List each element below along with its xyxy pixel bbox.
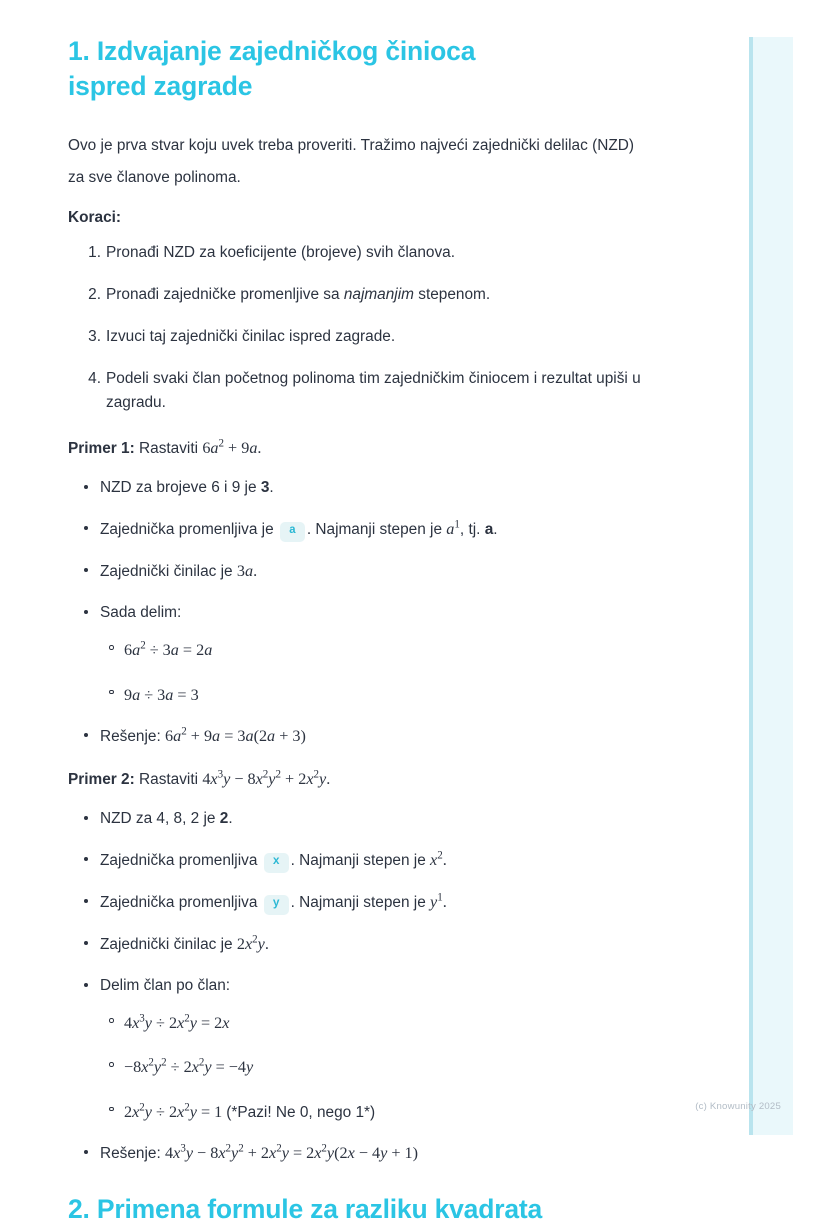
- e2-b1-before: NZD za 4, 8, 2 je: [100, 809, 220, 827]
- code-badge-a[interactable]: a: [280, 522, 305, 542]
- example-2-task-verb: Rastaviti: [139, 771, 199, 789]
- example-1-bullet-variable: [100, 517, 700, 542]
- example-1-sub-item-2: [124, 683, 700, 707]
- example-1-bullet-division: [100, 601, 700, 706]
- section-1-heading: 1. Izdvajanje zajedničkog činioca ispred zagrade: [68, 36, 476, 101]
- e1-sub2-math: 9a ÷ 3a = 3: [124, 685, 199, 704]
- e2-b5-label: Delim član po član:: [100, 977, 231, 995]
- section-2-heading: 2. Primena formule za razliku kvadrata: [68, 1194, 543, 1225]
- e1-b2-mid: . Najmanji stepen je: [306, 521, 443, 539]
- example-2-bullet-variable-y: [100, 890, 700, 915]
- step-item-3: Izvuci taj zajednički činilac ispred zagrade.: [106, 327, 396, 345]
- example-2-task-math: $4x^3y - 8x^2y^2 + 2x^2y$.: [202, 768, 331, 789]
- step-2-emphasis: najmanjim: [343, 285, 414, 303]
- e2-b2-math: $x^2$.: [430, 849, 447, 869]
- e1-b4-label: Sada delim:: [100, 604, 182, 622]
- e2-b2-mid: . Najmanji stepen je: [290, 851, 426, 869]
- example-2-bullet-list: [68, 807, 700, 1166]
- step-item-1: Pronađi NZD za koeficijente (brojeve) svih članova.: [106, 244, 456, 262]
- example-1-bullet-list: [68, 476, 700, 749]
- section-1-intro-paragraph: Ovo je prva stvar koju uvek treba proveriti. Tražimo najveći zajednički delilac (NZD) za sve članove polinoma.: [68, 136, 634, 186]
- example-2-sub-item-1: [124, 1011, 700, 1035]
- e1-b1-after: .: [269, 479, 274, 497]
- e1-b2-bold: a: [484, 521, 494, 539]
- page-side-strip: [749, 37, 793, 1135]
- e2-b6-math: $4x^3y - 8x^2y^2 + 2x^2y = 2x^2y(2x - 4y + 1)$: [165, 1142, 419, 1162]
- example-1-label: Primer 1:: [68, 440, 135, 458]
- e2-sub1-math: $4x^3y \div 2x^2y = 2x$: [124, 1012, 230, 1033]
- e2-b3-math: $y^1$.: [430, 891, 447, 911]
- e2-b1-bold: 2: [219, 809, 229, 827]
- e1-b1-before: NZD za brojeve 6 i 9 je: [100, 479, 261, 497]
- e1-b5-label: Rešenje:: [100, 727, 161, 745]
- e2-b1-after: .: [228, 809, 233, 827]
- example-1-bullet-factor: [100, 559, 700, 584]
- steps-label: Koraci:: [68, 209, 122, 227]
- example-1-heading: [68, 436, 700, 462]
- page-side-strip-edge: [749, 37, 753, 1135]
- example-2-label: Primer 2:: [68, 771, 135, 789]
- example-2-bullet-variable-x: [100, 848, 700, 873]
- e1-b2-math: $a^1$: [446, 518, 460, 539]
- e1-b3-math: 3a.: [236, 562, 258, 581]
- example-1-task-verb: Rastaviti: [139, 440, 199, 458]
- e1-b2-before: Zajednička promenljiva je: [100, 521, 274, 539]
- example-1-sub-item-1: [124, 638, 700, 662]
- e2-b3-before: Zajednička promenljiva: [100, 893, 258, 911]
- example-1-bullet-nzd: [100, 476, 700, 500]
- e2-b3-mid: . Najmanji stepen je: [290, 893, 426, 911]
- example-2-bullet-nzd: [100, 807, 700, 831]
- code-badge-x[interactable]: x: [264, 853, 289, 873]
- e1-b1-bold: 3: [260, 479, 270, 497]
- example-2-bullet-factor: [100, 932, 700, 957]
- example-1-sub-list: [100, 638, 700, 707]
- e2-sub3-math: $2x^2y \div 2x^2y = 1$: [124, 1101, 227, 1121]
- example-1-task-math: $6a^2 + 9a$.: [202, 438, 262, 458]
- example-2-heading: [68, 767, 700, 793]
- steps-list: [68, 241, 678, 414]
- step-2-before: Pronađi zajedničke promenljive sa: [106, 285, 344, 303]
- step-item-2: [98, 283, 678, 307]
- e2-b2-before: Zajednička promenljiva: [100, 851, 258, 869]
- e1-b3-before: Zajednički činilac je: [100, 563, 233, 581]
- step-item-4: Podeli svaki član početnog polinoma tim zajedničkim činiocem i rezultat upiši u zagradu.: [106, 369, 641, 411]
- code-badge-y[interactable]: y: [264, 895, 289, 915]
- e2-b4-before: Zajednički činilac je: [100, 936, 233, 954]
- e1-b2-tail: , tj.: [459, 521, 481, 539]
- e1-sub1-math: $6a^2 \div 3a = 2a$: [124, 639, 213, 660]
- e1-b2-end: .: [493, 521, 498, 539]
- e2-b6-label: Rešenje:: [100, 1144, 161, 1162]
- example-1-bullet-solution: [100, 724, 700, 749]
- example-2-sub-item-2: [124, 1055, 700, 1079]
- example-2-bullet-solution: [100, 1141, 700, 1166]
- page-footer-copyright: (c) Knowunity 2025: [695, 1101, 781, 1112]
- step-2-after: stepenom.: [413, 285, 491, 303]
- e2-sub2-math: $-8x^2y^2 \div 2x^2y = -4y$: [124, 1056, 254, 1077]
- e2-sub3-note: (*Pazi! Ne 0, nego 1*): [226, 1103, 376, 1121]
- e1-b5-math: $6a^2 + 9a = 3a(2a + 3)$: [165, 725, 306, 745]
- e2-b4-math: $2x^2y$.: [236, 933, 269, 954]
